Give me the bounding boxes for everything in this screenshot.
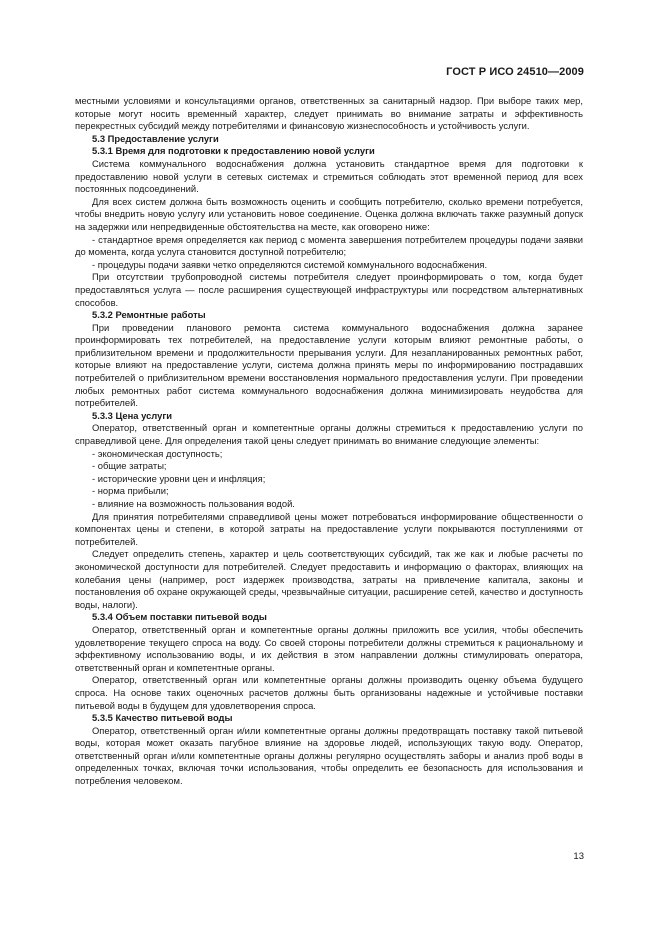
- section-heading: 5.3.5 Качество питьевой воды: [92, 712, 233, 724]
- list-item: - общие затраты;: [92, 460, 167, 472]
- document-body: [75, 95, 583, 788]
- paragraph: Оператор, ответственный орган и/или компетентные органы должны предотвращать поставку такой питьевой воды, которая может оказать пагубное влияние на здоровье людей, использующих такую воду. Оператор, ответственный орган и/или компетентные органы должны регулярно осуществлять заборы и анализ проб воды в определенных точках, включая точки использования, чтобы определить ее безопасность для использования и потребления человеком.: [75, 724, 583, 787]
- list-item: - экономическая доступность;: [92, 447, 223, 459]
- paragraph: Оператор, ответственный орган и компетентные органы должны приложить все усилия, чтобы обеспечить удовлетворение текущего спроса на воду. Со своей стороны потребители должны стремиться к рациональному и эффективному использованию воды, и их действия в этом направлении должны стимулировать оператора, ответственный орган и компетентные органы.: [75, 623, 583, 673]
- paragraph: Оператор, ответственный орган и компетентные органы должны стремиться к предоставлению услуги по справедливой цене. Для определения такой цены следует принимать во внимание следующие элементы:: [75, 422, 583, 447]
- section-heading: 5.3.2 Ремонтные работы: [92, 309, 206, 321]
- page-number: 13: [573, 851, 584, 862]
- paragraph: Следует определить степень, характер и цель соответствующих субсидий, так же как и любые расчеты по экономической доступности для потребителей. Следует предоставить и информацию о факторах, влияющих на колебания цены (например, рост издержек производства, затраты на привлечение капитала, законы и постановления об охране окружающей среды, чрезвычайные ситуации, расширение сетей, качество и доступность воды, налоги).: [75, 548, 583, 610]
- list-item: - исторические уровни цен и инфляция;: [92, 472, 266, 484]
- section-heading: 5.3.3 Цена услуги: [92, 409, 173, 421]
- paragraph: При проведении планового ремонта система коммунального водоснабжения должна заранее проинформировать тех потребителей, на предоставление услуги которым влияют ремонтные работы, о приблизительном времени и продолжительности прерывания услуги. Для незапланированных ремонтных работ, которые влияют на предоставление услуги, система должна принять меры по информированию пострадавших потребителей о приблизительном времени восстановления нормального предоставления услуги. При проведении любых ремонтных работ система коммунального водоснабжения должна минимизировать неудобства для потребителей.: [75, 321, 583, 409]
- section-heading: 5.3.4 Объем поставки питьевой воды: [92, 611, 267, 623]
- paragraph: местными условиями и консультациями органов, ответственных за санитарный надзор. При выборе таких мер, которые могут носить временный характер, следует принимать во внимание затраты и эффективность перекрестных субсидий между потребителями и финансовую жизнеспособность и устойчивость услуги.: [75, 95, 583, 132]
- list-item: - процедуры подачи заявки четко определяются системой коммунального водоснабжения.: [92, 258, 488, 270]
- list-item: - норма прибыли;: [92, 485, 169, 497]
- section-heading: 5.3.1 Время для подготовки к предоставлению новой услуги: [92, 145, 375, 157]
- paragraph: Система коммунального водоснабжения должна установить стандартное время для подготовки к предоставлению новой услуги в сетевых системах и стремиться соблюдать этот временной период для всех постоянных подсоединений.: [75, 157, 583, 195]
- paragraph: Для всех систем должна быть возможность оценить и сообщить потребителю, сколько времени потребуется, чтобы внедрить новую услугу или установить новое соединение. Оценка должна включать также разумный допуск на задержки или непредвиденные обстоятельства на месте, как оговорено ниже:: [75, 195, 583, 232]
- paragraph: При отсутствии трубопроводной системы потребителя следует проинформировать о том, когда будет предоставляться услуга — после расширения существующей инфраструктуры или посредством альтернативных способов.: [75, 271, 583, 308]
- section-heading: 5.3 Предоставление услуги: [92, 132, 219, 144]
- list-item: - стандартное время определяется как период с момента завершения потребителем процедуры подачи заявки до момента, когда услуга становится доступной потребителю;: [75, 233, 583, 258]
- paragraph: Для принятия потребителями справедливой цены может потребоваться информирование общественности о компонентах цены и степени, в которой затраты на предоставление услуги покрываются поступлениями от потребителей.: [75, 510, 583, 547]
- document-header: ГОСТ Р ИСО 24510—2009: [446, 66, 584, 78]
- paragraph: Оператор, ответственный орган или компетентные органы должны производить оценку объема будущего спроса. На основе таких оценочных расчетов должны быть организованы надежные и устойчивые поставки питьевой воды в будущем для удовлетворения спроса.: [75, 674, 583, 711]
- list-item: - влияние на возможность пользования водой.: [92, 498, 295, 509]
